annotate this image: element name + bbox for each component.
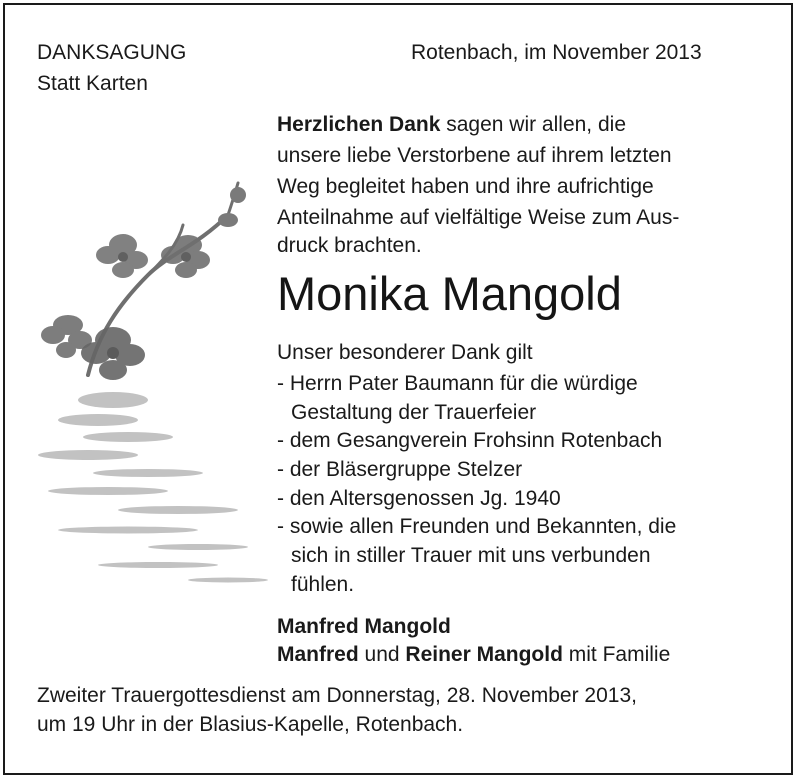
deceased-name: Monika Mangold [277, 267, 622, 320]
notice-title: DANKSAGUNG [37, 41, 187, 64]
intro-line-2: unsere liebe Verstorbene auf ihrem letzten [277, 144, 672, 167]
signature-2-name2: Reiner Mangold [405, 643, 563, 666]
thanks-item-2: - dem Gesangverein Frohsinn Rotenbach [277, 429, 663, 452]
service-line-2: um 19 Uhr in der Blasius-Kapelle, Rotenbach. [37, 713, 464, 736]
notice-subtitle: Statt Karten [37, 72, 148, 95]
thanks-item-5-cont-2: fühlen. [291, 573, 355, 596]
signature-1: Manfred Mangold [277, 615, 451, 638]
intro-line-5: druck brachten. [277, 234, 422, 257]
service-line-1: Zweiter Trauergottesdienst am Donnerstag, 28. November 2013, [37, 684, 637, 707]
intro-line-3: Weg begleitet haben und ihre aufrichtige [277, 175, 654, 198]
thanks-item-5-cont-1: sich in stiller Trauer mit uns verbunden [291, 544, 651, 567]
thanks-item-4: - den Altersgenossen Jg. 1940 [277, 487, 561, 510]
intro-line-1 [277, 112, 626, 138]
signature-2-rest: mit Familie [562, 643, 671, 666]
signature-2 [277, 642, 670, 668]
water-reflection [38, 392, 268, 583]
thanks-item-1-cont: Gestaltung der Trauerfeier [291, 401, 537, 424]
intro-line-1-text: sagen wir allen, die [440, 113, 626, 136]
orchid-illustration [28, 175, 288, 605]
thanks-item-3: - der Bläsergruppe Stelzer [277, 458, 523, 481]
signature-2-name1: Manfred [277, 643, 359, 666]
thanks-item-1: - Herrn Pater Baumann für die würdige [277, 372, 638, 395]
orchid-flower-upper-right [161, 235, 210, 278]
intro-lead: Herzlichen Dank [277, 113, 441, 136]
place-date: Rotenbach, im November 2013 [411, 41, 702, 64]
thanks-heading: Unser besonderer Dank gilt [277, 341, 533, 364]
intro-line-4: Anteilnahme auf vielfältige Weise zum Aus- [277, 206, 680, 229]
orchid-flower-upper-left [96, 234, 148, 278]
thanks-item-5: - sowie allen Freunden und Bekannten, die [277, 515, 677, 538]
signature-2-und: und [358, 643, 406, 666]
